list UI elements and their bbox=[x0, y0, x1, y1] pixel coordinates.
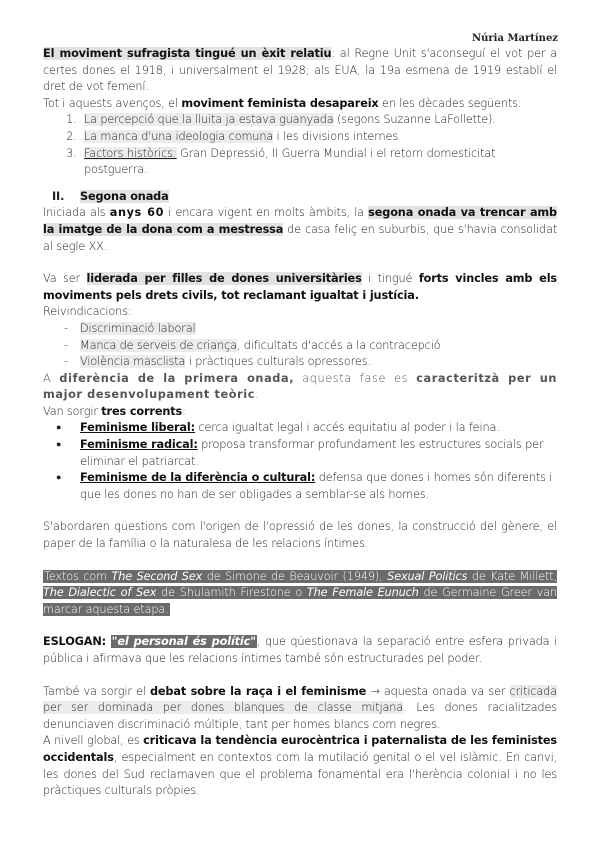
document-body bbox=[43, 46, 557, 800]
questions-paragraph: S'abordaren qüestions com l'origen de l'opressió de les dones, la construcció del gènere, el paper de la família o la naturalesa de les relacions íntimes. bbox=[43, 520, 557, 551]
list-item: - Discriminació laboral bbox=[80, 321, 557, 338]
slogan-paragraph: ESLOGAN: "el personal és polític", que qüestionava la separació entre esfera privada i pública i afirmava que les relacions íntimes també són estructurades pel poder. bbox=[43, 635, 557, 665]
list-item: 2. La manca d'una ideologia comuna i les divisions internes. bbox=[80, 129, 557, 146]
author-name: Núria Martínez bbox=[472, 33, 558, 44]
currents-label: Van sorgir tres corrents: bbox=[43, 404, 186, 418]
list-item: 3. Factors històrics: Gran Depressió, II Guerra Mundial i el retorn domesticitat postguerra. bbox=[80, 146, 557, 179]
currents-list bbox=[43, 420, 557, 503]
list-item: - Manca de serveis de criança, dificultats d'accés a la contracepció bbox=[80, 338, 557, 355]
decline-paragraph: Tot i aquests avenços, el moviment feminista desapareix en les dècades següents: bbox=[43, 96, 522, 110]
claims-list bbox=[43, 321, 557, 371]
difference-paragraph: A diferència de la primera onada, aquesta fase es caracteritzà per un major desenvolupament teòric. bbox=[43, 371, 557, 402]
leadership-paragraph: Va ser liderada per filles de dones universitàries i tingué forts vincles amb els moviments pels drets civils, tot reclamant igualtat i justícia. bbox=[43, 272, 557, 302]
list-item: 1. La percepció que la lluita ja estava guanyada (segons Suzanne LaFollette). bbox=[80, 112, 557, 129]
race-paragraph: També va sorgir el debat sobre la raça i el feminisme → aquesta onada va ser criticada per ser dominada per dones blanques de classe mitjana. Les dones racialitzades denunciaven discriminació múltiple, tant per homes blancs com negres. bbox=[43, 684, 557, 731]
list-item: ● Feminisme liberal: cerca igualtat legal i accés equitatiu al poder i la feina. bbox=[80, 420, 557, 437]
section-heading: II. Segona onada bbox=[52, 189, 169, 203]
list-item: ● Feminisme radical: proposa transformar profundament les estructures socials per eliminar el patriarcat. bbox=[80, 437, 557, 470]
suffrage-paragraph: El moviment sufragista tingué un èxit relatiu: al Regne Unit s'aconseguí el vot per a certes dones el 1918, i universalment el 1928; als EUA, la 19a esmena de 1919 establí el dret de vot femení. bbox=[43, 47, 557, 94]
claims-label: Reivindicacions: bbox=[43, 305, 132, 319]
list-item: ● Feminisme de la diferència o cultural: defensa que dones i homes són diferents i que les dones no han de ser obligades a semblar-se als homes. bbox=[80, 470, 557, 503]
global-paragraph: A nivell global, es criticava la tendència eurocèntrica i paternalista de les feministes occidentals, especialment en contextos com la mutilació genital o el vel islàmic. En canvi, les dones del Sud reclamaven que el problema fonamental era l'herència colonial i no les pràctiques culturals pròpies. bbox=[43, 734, 557, 798]
decline-reasons-list bbox=[43, 112, 557, 178]
list-item: - Violència masclista i pràctiques culturals opressores. bbox=[80, 354, 557, 371]
key-texts-paragraph: Textos com The Second Sex de Simone de Beauvoir (1949), Sexual Politics de Kate Millett, The Dialectic of Sex de Shulamith Firestone o The Female Eunuch de Germaine Greer van marcar aquesta etapa. bbox=[43, 569, 558, 616]
second-wave-intro: Iniciada als anys 60 i encara vigent en molts àmbits, la segona onada va trencar amb la imatge de la dona com a mestressa de casa feliç en suburbis, que s'havia consolidat al segle XX. bbox=[43, 206, 557, 253]
